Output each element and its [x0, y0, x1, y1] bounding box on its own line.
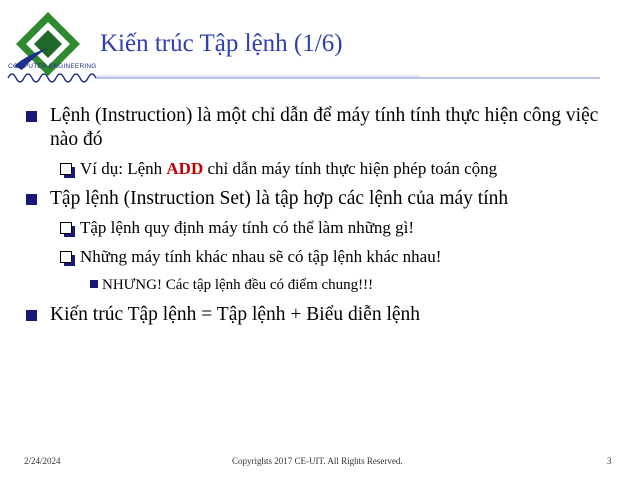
bullet-different [24, 246, 624, 268]
slide-title: Kiến trúc Tập lệnh (1/6) [100, 30, 343, 57]
checkbox-bullet-icon [60, 163, 72, 175]
bullet-example [24, 158, 624, 180]
bullet-text: NHƯNG! Các tập lệnh đều có điểm chung!!! [102, 277, 374, 293]
bullet-text-suffix: chỉ dẫn máy tính thực hiện phép toán cộng [203, 159, 498, 178]
bullet-instruction-set [24, 187, 624, 211]
checkbox-bullet-icon [60, 222, 72, 234]
bullet-text: Lệnh (Instruction) là một chỉ dẫn để máy tính tính thực hiện công việc nào đó [50, 105, 599, 150]
bullet-common [24, 275, 624, 295]
bullet-text: Tập lệnh (Instruction Set) là tập hợp các lệnh của máy tính [50, 188, 509, 209]
bullet-defines [24, 217, 624, 239]
bullet-instruction [24, 104, 624, 152]
slide-content [24, 104, 624, 333]
square-bullet-icon [26, 194, 37, 205]
page-number: 3 [607, 456, 612, 466]
footer-copyright: Copyrights 2017 CE-UIT. All Rights Reserved. [232, 456, 403, 466]
bullet-text-prefix: Ví dụ: Lệnh [80, 159, 167, 178]
logo-text: COMPUTER ENGINEERING [8, 63, 97, 70]
square-bullet-icon [26, 111, 37, 122]
bullet-isa-formula [24, 303, 624, 327]
bullet-text: Những máy tính khác nhau sẽ có tập lệnh khác nhau! [80, 247, 442, 266]
add-keyword: ADD [166, 159, 204, 178]
title-wave-divider [0, 62, 638, 92]
footer-date: 2/24/2024 [24, 456, 61, 466]
checkbox-bullet-icon [60, 251, 72, 263]
small-square-bullet-icon [90, 280, 98, 288]
bullet-text: Tập lệnh quy định máy tính có thể làm những gì! [80, 218, 415, 237]
bullet-text: Kiến trúc Tập lệnh = Tập lệnh + Biểu diễn lệnh [50, 304, 421, 325]
square-bullet-icon [26, 310, 37, 321]
